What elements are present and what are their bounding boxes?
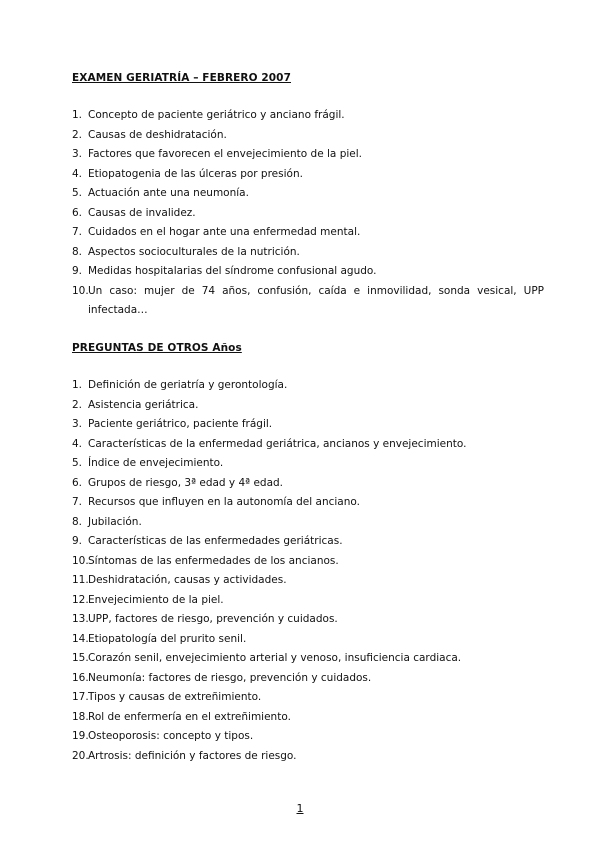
list-item: 10. Un caso: mujer de 74 años, confusión, caída e inmovilidad, sonda vesical, UPP infectada… [72,284,544,316]
list-item: 9. Medidas hospitalarias del síndrome confusional agudo. [72,265,377,277]
list-item: 11. Deshidratación, causas y actividades. [72,574,287,586]
list-item: 14. Etiopatología del prurito senil. [72,632,247,645]
list-item: 5. Índice de envejecimiento. [72,457,224,469]
list-item: 15. Corazón senil, envejecimiento arterial y venoso, insuficiencia cardiaca. [72,652,462,664]
list-item: 4. Características de la enfermedad geriátrica, ancianos y envejecimiento. [72,437,467,450]
exam-title: EXAMEN GERIATRÍA – FEBRERO 2007 [72,72,291,84]
list-item: 8. Jubilación. [72,515,142,528]
other-questions-list [72,376,532,766]
list-item: 9. Características de las enfermedades geriátricas. [72,535,343,547]
others-title: PREGUNTAS DE OTROS Años [72,342,242,354]
page-number: 1 [296,802,304,815]
list-item: 2. Asistencia geriátrica. [72,398,199,411]
list-item: 7. Cuidados en el hogar ante una enfermedad mental. [72,226,361,238]
list-item: 5. Actuación ante una neumonía. [72,187,249,199]
list-item: 8. Aspectos socioculturales de la nutrición. [72,245,300,258]
list-item: 18. Rol de enfermería en el extreñimiento. [72,710,291,723]
list-item: 12. Envejecimiento de la piel. [72,593,224,606]
list-item: 17. Tipos y causas de extreñimiento. [72,691,262,703]
list-item: 2. Causas de deshidratación. [72,128,227,141]
list-item: 6. Grupos de riesgo, 3ª edad y 4ª edad. [72,476,284,489]
list-item: 1. Definición de geriatría y gerontología. [72,379,288,391]
list-item: 20. Artrosis: definición y factores de riesgo. [72,749,297,762]
list-item: 16. Neumonía: factores de riesgo, prevención y cuidados. [72,671,372,684]
list-item: 13. UPP, factores de riesgo, prevención y cuidados. [72,613,338,625]
list-item: 10. Síntomas de las enfermedades de los ancianos. [72,554,339,567]
list-item: 3. Factores que favorecen el envejecimiento de la piel. [72,148,362,160]
list-item: 7. Recursos que influyen en la autonomía del anciano. [72,496,360,508]
list-item: 19. Osteoporosis: concepto y tipos. [72,730,254,742]
list-item: 3. Paciente geriátrico, paciente frágil. [72,418,273,430]
list-item: 4. Etiopatogenia de las úlceras por presión. [72,167,303,180]
exam-question-list [72,106,544,321]
list-item: 6. Causas de invalidez. [72,206,196,219]
list-item: 1. Concepto de paciente geriátrico y anciano frágil. [72,109,345,121]
